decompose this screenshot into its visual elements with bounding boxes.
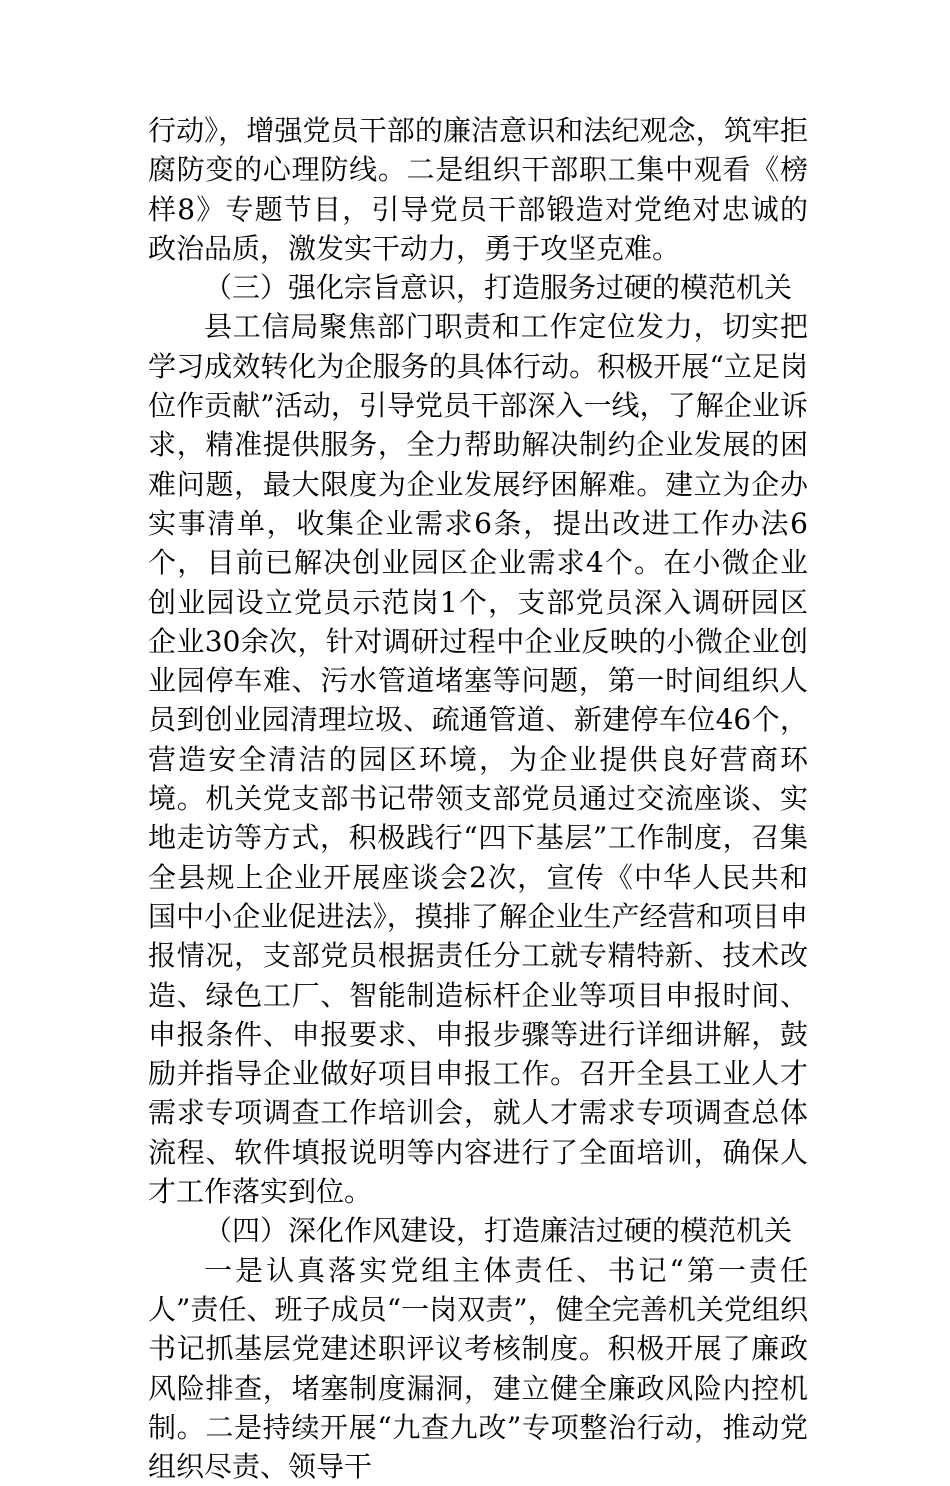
body-paragraph: 县工信局聚焦部门职责和工作定位发力，切实把学习成效转化为企服务的具体行动。积极开展“立足岗位作贡献”活动，引导党员干部深入一线，了解企业诉求，精准提供服务，全力帮助解决制约企业发展的困难问题，最大限度为企业发展纾困解难。建立为企办实事清单，收集企业需求6条，提出改进工作办法6个，目前已解决创业园区企业需求4个。在小微企业创业园设立党员示范岗1个，支部党员深入调研园区企业30余次，针对调研过程中企业反映的小微企业创业园停车难、污水管道堵塞等问题，第一时间组织人员到创业园清理垃圾、疏通管道、新建停车位46个，营造安全清洁的园区环境，为企业提供良好营商环境。机关党支部书记带领支部党员通过交流座谈、实地走访等方式，积极践行“四下基层”工作制度，召集全县规上企业开展座谈会2次，宣传《中华人民共和国中小企业促进法》，摸排了解企业生产经营和项目申报情况，支部党员根据责任分工就专精特新、技术改造、绿色工厂、智能制造标杆企业等项目申报时间、申报条件、申报要求、申报步骤等进行详细讲解，鼓励并指导企业做好项目申报工作。召开全县工业人才需求专项调查工作培训会，就人才需求专项调查总体流程、软件填报说明等内容进行了全面培训，确保人才工作落实到位。 bbox=[148, 310, 808, 1209]
body-paragraph: 一是认真落实党组主体责任、书记“第一责任人”责任、班子成员“一岗双责”，健全完善机关党组织书记抓基层党建述职评议考核制度。积极开展了廉政风险排查，堵塞制度漏洞，建立健全廉政风险内控机制。二是持续开展“九查九改”专项整治行动，推动党组织尽责、领导干 bbox=[148, 1253, 808, 1484]
section-heading-4: （四）深化作风建设，打造廉洁过硬的模范机关 bbox=[204, 1214, 793, 1248]
continuation-paragraph: 行动》，增强党员干部的廉洁意识和法纪观念，筑牢拒腐防变的心理防线。二是组织干部职工集中观看《榜样8》专题节目，引导党员干部锻造对党绝对忠诚的政治品质，激发实干动力，勇于攻坚克难。 bbox=[148, 114, 808, 265]
section-heading-3: （三）强化宗旨意识，打造服务过硬的模范机关 bbox=[204, 271, 793, 305]
document-page bbox=[148, 111, 808, 1486]
